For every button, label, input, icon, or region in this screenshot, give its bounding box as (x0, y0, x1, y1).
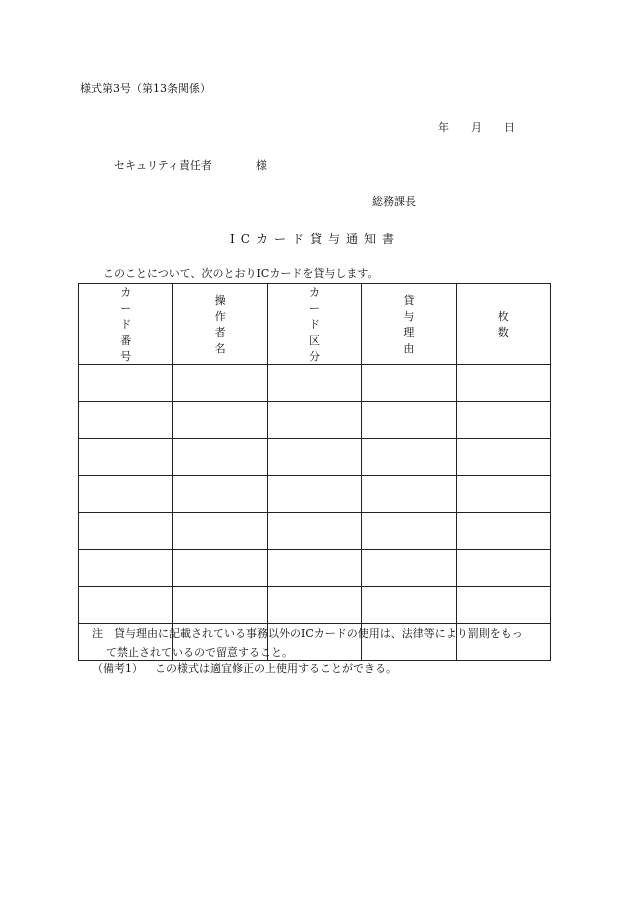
table-row (79, 439, 551, 476)
table-row (79, 513, 551, 550)
table-row (79, 402, 551, 439)
table-cell (173, 365, 267, 402)
header-card-category (267, 284, 361, 365)
note-line-1: 貸与理由に記載されている事務以外のICカードの使用は、法律等により罰則をもっ (114, 627, 523, 640)
table-row (79, 365, 551, 402)
date-line (438, 119, 515, 135)
table-cell (267, 476, 361, 513)
table-cell (456, 476, 550, 513)
header-count-label: 枚 数 (497, 310, 509, 339)
table-header-row (79, 284, 551, 365)
header-loan-reason-label: 貸 与 理 由 (403, 294, 415, 355)
note-label: 注 (92, 627, 103, 640)
table-cell (267, 587, 361, 624)
header-count (456, 284, 550, 365)
table-row (79, 476, 551, 513)
table-cell (267, 550, 361, 587)
table-cell (173, 439, 267, 476)
table-cell (173, 476, 267, 513)
table-row (79, 550, 551, 587)
note-line-2: て禁止されているので留意すること。 (106, 646, 293, 659)
sender: 総務課長 (372, 195, 416, 208)
table-cell (456, 513, 550, 550)
date-year-label: 年 (438, 121, 449, 134)
table-row (79, 587, 551, 624)
header-operator-name (173, 284, 267, 365)
note (92, 624, 562, 662)
table-cell (362, 587, 456, 624)
table-cell (79, 587, 173, 624)
table-body (79, 365, 551, 661)
table-cell (456, 550, 550, 587)
table-cell (79, 439, 173, 476)
header-card-number-label: カ ー ド 番 号 (120, 286, 132, 363)
table-cell (267, 439, 361, 476)
table-cell (362, 439, 456, 476)
form-number: 様式第3号（第13条関係） (80, 82, 211, 95)
header-card-number (79, 284, 173, 365)
addressee (114, 157, 267, 173)
table-cell (173, 513, 267, 550)
table-cell (456, 587, 550, 624)
table-cell (267, 365, 361, 402)
table-cell (173, 550, 267, 587)
table-cell (456, 365, 550, 402)
table-cell (362, 550, 456, 587)
table-cell (79, 550, 173, 587)
table-cell (456, 402, 550, 439)
card-loan-table (78, 283, 551, 661)
remark-label: （備考1） (92, 662, 143, 675)
table-cell (79, 513, 173, 550)
table-cell (267, 513, 361, 550)
addressee-name: セキュリティ責任者 (114, 159, 212, 172)
table-cell (79, 365, 173, 402)
date-month-label: 月 (471, 121, 482, 134)
table-cell (362, 402, 456, 439)
table-cell (362, 365, 456, 402)
table-cell (173, 402, 267, 439)
document-title: ICカード貸与通知書 (230, 232, 400, 246)
header-loan-reason (362, 284, 456, 365)
date-day-label: 日 (504, 121, 515, 134)
table-cell (173, 587, 267, 624)
addressee-honorific: 様 (255, 159, 267, 172)
intro-text: このことについて、次のとおりICカードを貸与します。 (103, 267, 379, 280)
remark-text: この様式は適宜修正の上使用することができる。 (155, 662, 397, 675)
table-cell (267, 402, 361, 439)
table-cell (362, 476, 456, 513)
header-operator-name-label: 操 作 者 名 (214, 294, 226, 355)
table-cell (362, 513, 456, 550)
remark (92, 660, 397, 676)
table-cell (456, 439, 550, 476)
table-cell (79, 476, 173, 513)
header-card-category-label: カ ー ド 区 分 (308, 286, 320, 363)
table-cell (79, 402, 173, 439)
